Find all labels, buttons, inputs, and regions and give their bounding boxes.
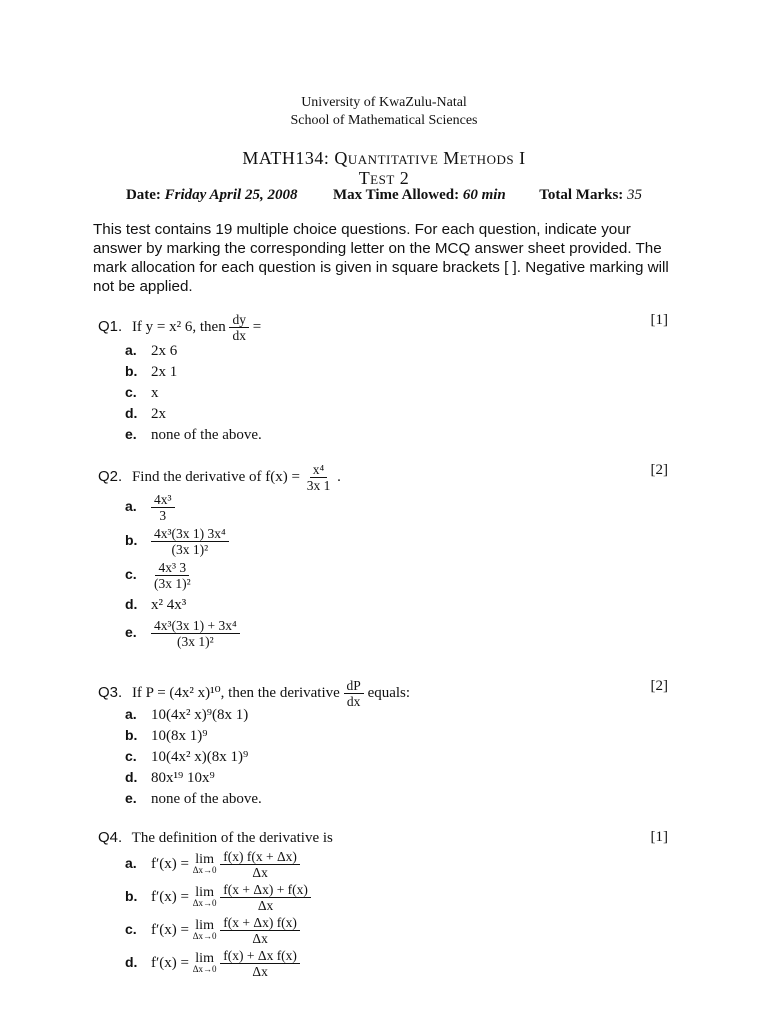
option-label: d. [125, 953, 138, 970]
option-d[interactable] [98, 596, 668, 618]
option-b[interactable] [98, 526, 668, 560]
option-label: c. [125, 565, 137, 582]
option-text: none of the above. [151, 427, 262, 443]
limit-text: lim [195, 950, 214, 966]
option-b[interactable] [98, 727, 668, 748]
time-value: 60 min [462, 187, 506, 203]
question-tail: equals: [367, 684, 411, 701]
fraction-denominator: (3x 1)² [154, 576, 191, 591]
option-label: c. [125, 920, 137, 937]
fraction-numerator: 4x³ [151, 492, 175, 508]
option-label: b. [125, 531, 138, 548]
time-label: Max Time Allowed: [332, 187, 460, 203]
fraction-numerator: f(x) f(x + Δx) [220, 849, 300, 865]
question-header [98, 829, 668, 849]
option-a[interactable] [98, 342, 668, 363]
limit-subscript: Δx→0 [192, 864, 217, 875]
question-fraction [229, 312, 249, 343]
question-number: Q1. [98, 317, 123, 335]
university-name: University of KwaZulu-Natal [301, 95, 467, 110]
question-3 [98, 678, 668, 811]
question-2 [98, 462, 668, 652]
limit-symbol [192, 950, 217, 975]
option-d[interactable] [98, 405, 668, 426]
school-name: School of Mathematical Sciences [290, 113, 478, 128]
option-label: c. [125, 384, 137, 400]
limit-text: lim [195, 884, 214, 900]
question-fraction [304, 462, 334, 493]
option-a[interactable] [98, 849, 668, 882]
option-label: d. [125, 596, 138, 612]
option-label: d. [125, 769, 138, 785]
option-c[interactable] [98, 748, 668, 769]
option-label: e. [125, 790, 137, 806]
option-label: b. [125, 727, 138, 743]
fraction-numerator: x⁴ [310, 462, 327, 478]
fraction-denominator: (3x 1)² [177, 634, 214, 649]
fraction-denominator: Δx [252, 865, 268, 880]
option-c[interactable] [98, 560, 668, 596]
option-text: 10(4x² x)⁹(8x 1) [151, 707, 249, 723]
option-label: a. [125, 854, 137, 871]
question-number: Q2. [98, 467, 123, 485]
date-label: Date: [125, 187, 161, 203]
limit-text: lim [195, 851, 214, 867]
option-label: d. [125, 405, 138, 421]
question-tail: = [252, 318, 262, 335]
question-fraction [344, 678, 364, 709]
fraction-numerator: f(x + Δx) f(x) [220, 915, 300, 931]
option-c[interactable] [98, 915, 668, 948]
fraction-numerator: 4x³ 3 [155, 560, 189, 576]
question-4 [98, 829, 668, 981]
option-label: e. [125, 426, 137, 442]
option-e[interactable] [98, 790, 668, 811]
limit-subscript: Δx→0 [192, 930, 217, 941]
option-text: x² 4x³ [151, 597, 187, 613]
limit-text: lim [195, 917, 214, 933]
fraction-denominator: Δx [252, 964, 268, 979]
header-block [0, 94, 768, 130]
test-meta [0, 187, 768, 204]
question-header [98, 312, 668, 343]
option-e[interactable] [98, 426, 668, 447]
option-lhs: f′(x) = [151, 855, 189, 872]
option-fraction [220, 882, 311, 913]
option-label: a. [125, 342, 137, 358]
course-name: MATH134: Quantitative Methods I [242, 148, 526, 168]
option-label: e. [125, 623, 137, 640]
question-header [98, 678, 668, 709]
option-label: a. [125, 497, 137, 514]
fraction-denominator: 3x 1 [306, 478, 331, 493]
option-text: 2x 6 [151, 343, 178, 359]
question-text: Find the derivative of f(x) = [131, 468, 300, 485]
fraction-numerator: 4x³(3x 1) 3x⁴ [151, 526, 229, 542]
fraction-numerator: 4x³(3x 1) + 3x⁴ [151, 618, 240, 634]
fraction-denominator: Δx [257, 898, 274, 913]
option-label: b. [125, 887, 138, 904]
option-text: 10(8x 1)⁹ [151, 728, 208, 744]
question-tail: . [337, 468, 341, 485]
question-text: If y = x² 6, then [131, 318, 226, 335]
fraction-denominator: dx [346, 694, 361, 709]
option-fraction [220, 915, 300, 946]
limit-symbol [192, 884, 217, 909]
limit-subscript: Δx→0 [192, 963, 217, 974]
option-a[interactable] [98, 706, 668, 727]
question-marks: [1] [650, 829, 668, 845]
option-b[interactable] [98, 363, 668, 384]
question-header [98, 462, 668, 493]
option-fraction [151, 560, 194, 591]
fraction-denominator: dx [232, 328, 246, 343]
option-label: a. [125, 706, 137, 722]
option-fraction [220, 849, 300, 880]
fraction-numerator: f(x) + Δx f(x) [220, 948, 300, 964]
option-label: c. [125, 748, 137, 764]
option-label: b. [125, 363, 138, 379]
question-number: Q3. [98, 683, 123, 701]
limit-symbol [192, 917, 217, 942]
option-d[interactable] [98, 948, 668, 981]
option-lhs: f′(x) = [151, 888, 189, 905]
fraction-denominator: 3 [159, 508, 167, 523]
option-b[interactable] [98, 882, 668, 915]
question-marks: [2] [650, 678, 668, 694]
option-text: 10(4x² x)(8x 1)⁹ [151, 749, 249, 765]
question-text: The definition of the derivative is [131, 830, 333, 846]
option-text: 80x¹⁹ 10x⁹ [151, 770, 215, 786]
course-title [0, 148, 768, 188]
option-fraction [151, 492, 175, 523]
option-e[interactable] [98, 618, 668, 652]
fraction-denominator: (3x 1)² [171, 542, 209, 557]
fraction-numerator: dy [229, 312, 249, 328]
option-c[interactable] [98, 384, 668, 405]
marks-label: Total Marks: [539, 187, 624, 203]
option-lhs: f′(x) = [151, 954, 189, 971]
option-fraction [151, 526, 229, 557]
option-a[interactable] [98, 492, 668, 526]
option-text: 2x 1 [151, 364, 178, 380]
option-text: none of the above. [151, 791, 262, 807]
fraction-denominator: Δx [252, 931, 268, 946]
question-number: Q4. [98, 829, 123, 846]
question-1 [98, 312, 668, 447]
question-text: If P = (4x² x)¹⁰, then the derivative [131, 684, 340, 701]
question-marks: [1] [650, 312, 668, 328]
option-d[interactable] [98, 769, 668, 790]
test-name: Test 2 [358, 168, 410, 188]
option-text: 2x [151, 406, 166, 422]
question-marks: [2] [650, 462, 668, 478]
fraction-numerator: dP [344, 678, 364, 694]
marks-value: 35 [627, 187, 643, 203]
instructions: This test contains 19 multiple choice questions. For each question, indicate your answer by marking the corresponding letter on the MCQ answer sheet provided. The mark allocation for each question is given in square brackets [ ]. Negative marking will not be applied. [93, 221, 669, 295]
fraction-numerator: f(x + Δx) + f(x) [220, 882, 311, 898]
limit-symbol [192, 851, 217, 876]
option-lhs: f′(x) = [151, 921, 189, 938]
limit-subscript: Δx→0 [192, 897, 217, 908]
option-fraction [220, 948, 300, 979]
date-value: Friday April 25, 2008 [164, 187, 298, 203]
option-text: x [151, 385, 159, 401]
option-fraction [151, 618, 240, 649]
